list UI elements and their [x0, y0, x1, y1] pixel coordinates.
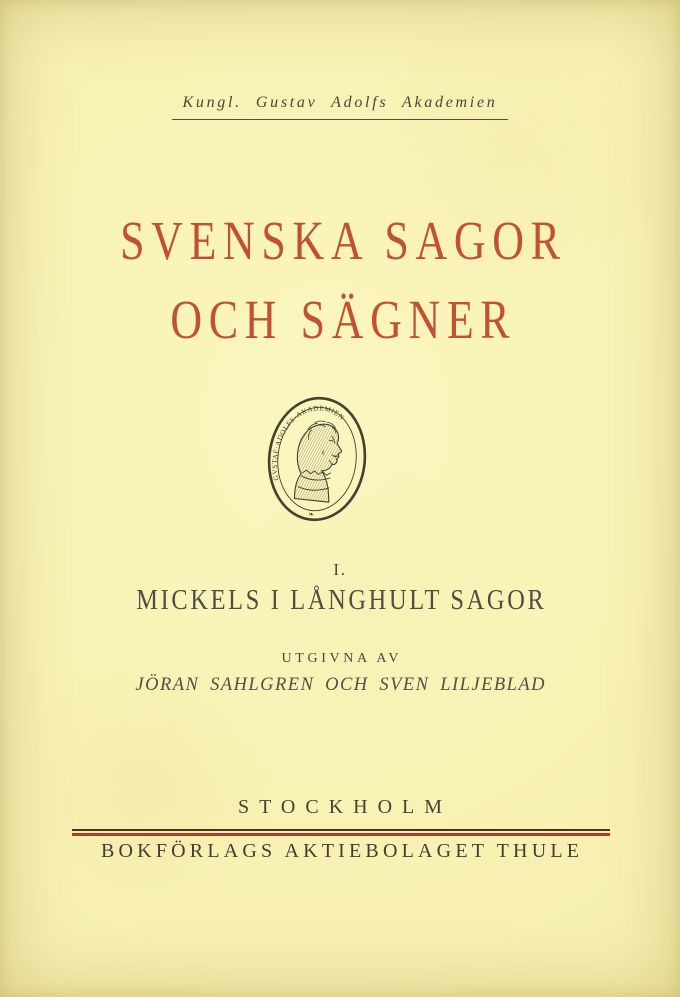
edited-by-label: UTGIVNA AV	[281, 651, 403, 666]
svg-text:❧: ❧	[307, 510, 315, 519]
gustav-adolf-medallion-icon	[263, 394, 371, 524]
society-line	[0, 94, 680, 120]
society-name: Kungl. Gustav Adolfs Akademien	[172, 94, 507, 120]
book-title-line2: OCH SÄGNER	[170, 289, 517, 350]
volume-subtitle: MICKELS I LÅNGHULT SAGOR	[136, 585, 547, 616]
divider-red-line	[72, 833, 610, 836]
imprint-publisher: BOKFÖRLAGS AKTIEBOLAGET THULE	[101, 840, 584, 862]
volume-number: I.	[333, 560, 347, 579]
editors-names: JÖRAN SAHLGREN OCH SVEN LILJEBLAD	[135, 675, 547, 695]
imprint-divider-rule	[72, 829, 610, 836]
seal-legend-text: GVSTAF·ADOLFS·AKADEMIEN	[270, 404, 346, 482]
imprint-city: STOCKHOLM	[237, 796, 453, 818]
book-title-line1: SVENSKA SAGOR	[120, 210, 567, 271]
